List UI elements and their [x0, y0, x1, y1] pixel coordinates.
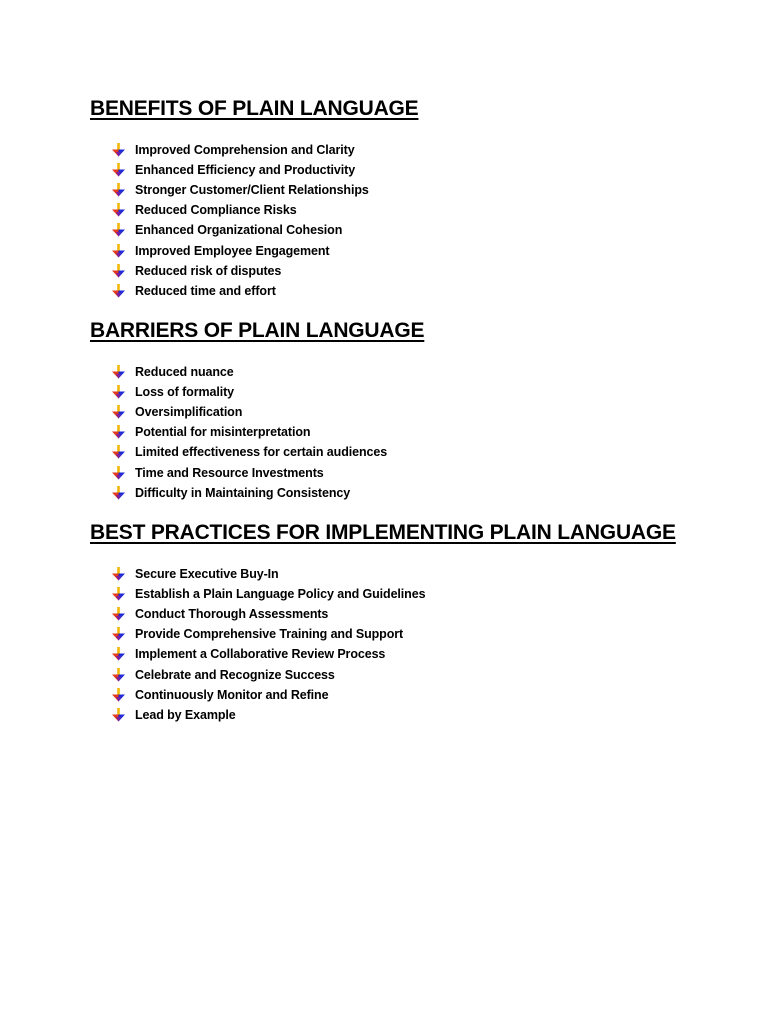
- list-item: Implement a Collaborative Review Process: [112, 644, 425, 664]
- list-item: Reduced risk of disputes: [112, 261, 369, 281]
- down-arrow-bullet-icon: [112, 405, 125, 419]
- down-arrow-bullet-icon: [112, 203, 125, 217]
- barriers-list: [112, 362, 387, 503]
- down-arrow-bullet-icon: [112, 284, 125, 298]
- list-item: Reduced Compliance Risks: [112, 200, 369, 220]
- section-title-barriers: BARRIERS OF PLAIN LANGUAGE: [90, 319, 425, 342]
- section-barriers: [90, 318, 730, 500]
- list-item: Continuously Monitor and Refine: [112, 685, 425, 705]
- down-arrow-bullet-icon: [112, 223, 125, 237]
- list-item: Establish a Plain Language Policy and Guidelines: [112, 584, 425, 604]
- down-arrow-bullet-icon: [112, 708, 125, 722]
- best-practices-list: [112, 564, 425, 725]
- down-arrow-bullet-icon: [112, 143, 125, 157]
- list-item: Lead by Example: [112, 705, 425, 725]
- down-arrow-bullet-icon: [112, 244, 125, 258]
- down-arrow-bullet-icon: [112, 567, 125, 581]
- list-item: Enhanced Efficiency and Productivity: [112, 160, 369, 180]
- list-item: Improved Comprehension and Clarity: [112, 140, 369, 160]
- list-item: Celebrate and Recognize Success: [112, 664, 425, 684]
- list-item: Difficulty in Maintaining Consistency: [112, 483, 387, 503]
- down-arrow-bullet-icon: [112, 445, 125, 459]
- section-best-practices: [90, 520, 730, 722]
- down-arrow-bullet-icon: [112, 385, 125, 399]
- down-arrow-bullet-icon: [112, 183, 125, 197]
- benefits-list: [112, 140, 369, 301]
- down-arrow-bullet-icon: [112, 647, 125, 661]
- list-item: Loss of formality: [112, 382, 387, 402]
- down-arrow-bullet-icon: [112, 627, 125, 641]
- list-item: Oversimplification: [112, 402, 387, 422]
- down-arrow-bullet-icon: [112, 668, 125, 682]
- down-arrow-bullet-icon: [112, 688, 125, 702]
- list-item: Time and Resource Investments: [112, 462, 387, 482]
- list-item: Secure Executive Buy-In: [112, 564, 425, 584]
- down-arrow-bullet-icon: [112, 466, 125, 480]
- down-arrow-bullet-icon: [112, 264, 125, 278]
- list-item: Enhanced Organizational Cohesion: [112, 220, 369, 240]
- section-benefits: [90, 96, 730, 298]
- list-item: Limited effectiveness for certain audiences: [112, 442, 387, 462]
- down-arrow-bullet-icon: [112, 425, 125, 439]
- section-title-best-practices: BEST PRACTICES FOR IMPLEMENTING PLAIN LANGUAGE: [90, 521, 676, 544]
- section-title-benefits: BENEFITS OF PLAIN LANGUAGE: [90, 97, 419, 120]
- list-item: Potential for misinterpretation: [112, 422, 387, 442]
- list-item: Improved Employee Engagement: [112, 240, 369, 260]
- down-arrow-bullet-icon: [112, 163, 125, 177]
- list-item: Reduced nuance: [112, 362, 387, 382]
- down-arrow-bullet-icon: [112, 587, 125, 601]
- list-item: Provide Comprehensive Training and Support: [112, 624, 425, 644]
- list-item: Conduct Thorough Assessments: [112, 604, 425, 624]
- list-item: Stronger Customer/Client Relationships: [112, 180, 369, 200]
- down-arrow-bullet-icon: [112, 365, 125, 379]
- down-arrow-bullet-icon: [112, 486, 125, 500]
- down-arrow-bullet-icon: [112, 607, 125, 621]
- list-item: Reduced time and effort: [112, 281, 369, 301]
